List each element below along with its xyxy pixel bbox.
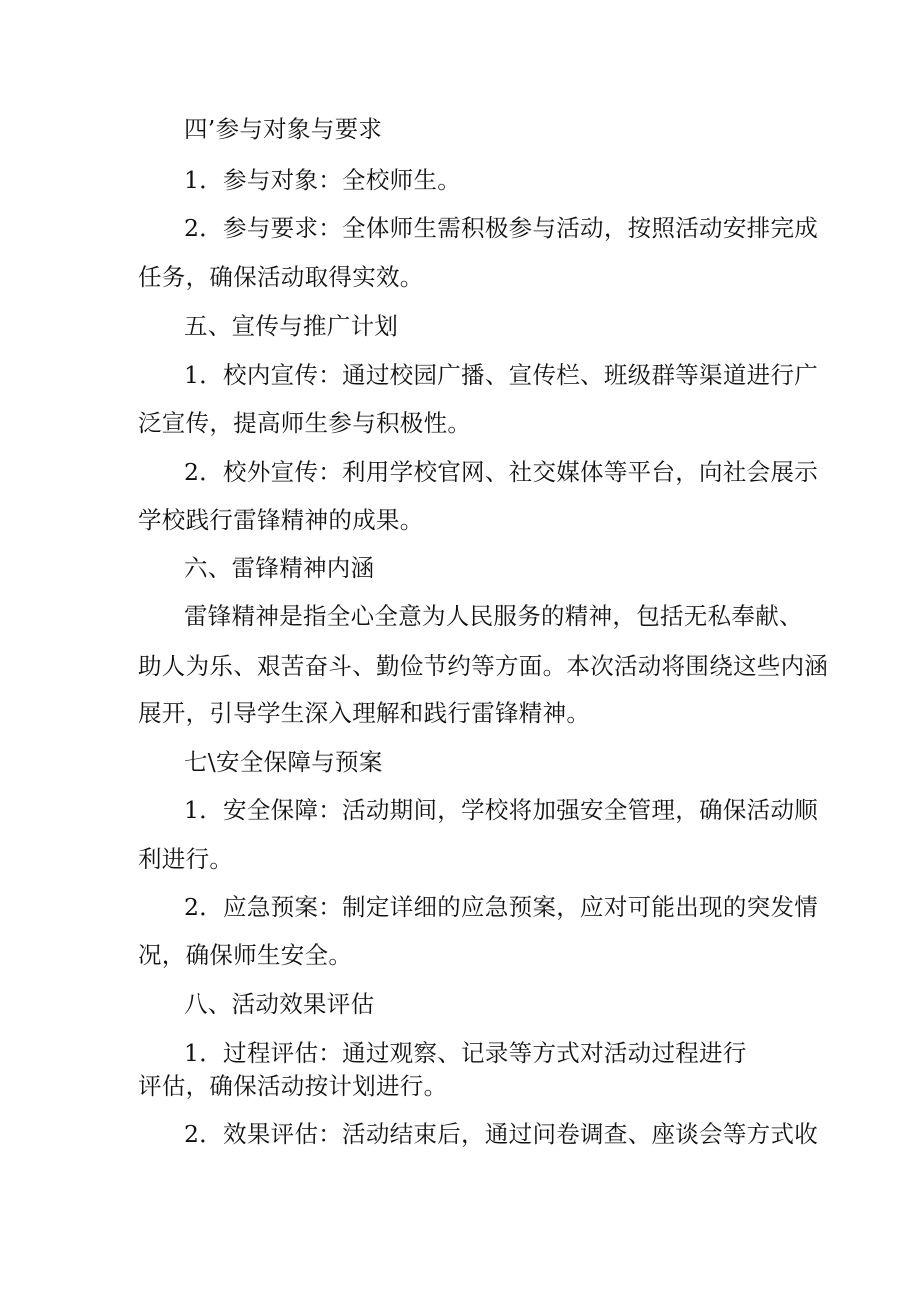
paragraph-line: 2．校外宣传：利用学校官网、社交媒体等平台，向社会展示 <box>184 458 819 486</box>
section-heading-participants: 四’参与对象与要求 <box>184 115 383 143</box>
paragraph-line: 评估，确保活动按计划进行。 <box>138 1072 448 1100</box>
section-heading-leifeng-spirit: 六、雷锋精神内涵 <box>184 554 375 582</box>
paragraph-line: 2．应急预案：制定详细的应急预案，应对可能出现的突发情 <box>184 893 819 921</box>
paragraph-line: 2．参与要求：全体师生需积极参与活动，按照活动安排完成 <box>184 214 819 242</box>
paragraph-line: 学校践行雷锋精神的成果。 <box>138 506 424 534</box>
paragraph-line: 况，确保师生安全。 <box>138 941 353 969</box>
section-heading-safety: 七\安全保障与预案 <box>184 748 383 776</box>
section-heading-evaluation: 八、活动效果评估 <box>184 990 375 1018</box>
paragraph-line: 1．参与对象：全校师生。 <box>184 166 462 194</box>
paragraph-line: 1．校内宣传：通过校园广播、宣传栏、班级群等渠道进行广 <box>184 361 819 389</box>
paragraph-line: 展开，引导学生深入理解和践行雷锋精神。 <box>138 699 591 727</box>
paragraph-line: 泛宣传，提高师生参与积极性。 <box>138 409 472 437</box>
paragraph-line: 1．过程评估：通过观察、记录等方式对活动过程进行 <box>184 1039 747 1067</box>
paragraph-line: 2．效果评估：活动结束后，通过问卷调查、座谈会等方式收 <box>184 1120 819 1148</box>
paragraph-line: 利进行。 <box>138 845 234 873</box>
paragraph-line: 任务，确保活动取得实效。 <box>138 263 424 291</box>
paragraph-line: 1．安全保障：活动期间，学校将加强安全管理，确保活动顺 <box>184 796 819 824</box>
paragraph-line: 雷锋精神是指全心全意为人民服务的精神，包括无私奉献、 <box>184 602 803 630</box>
section-heading-publicity: 五、宣传与推广计划 <box>184 312 399 340</box>
paragraph-line: 助人为乐、艰苦奋斗、勤俭节约等方面。本次活动将围绕这些内涵 <box>138 652 829 680</box>
